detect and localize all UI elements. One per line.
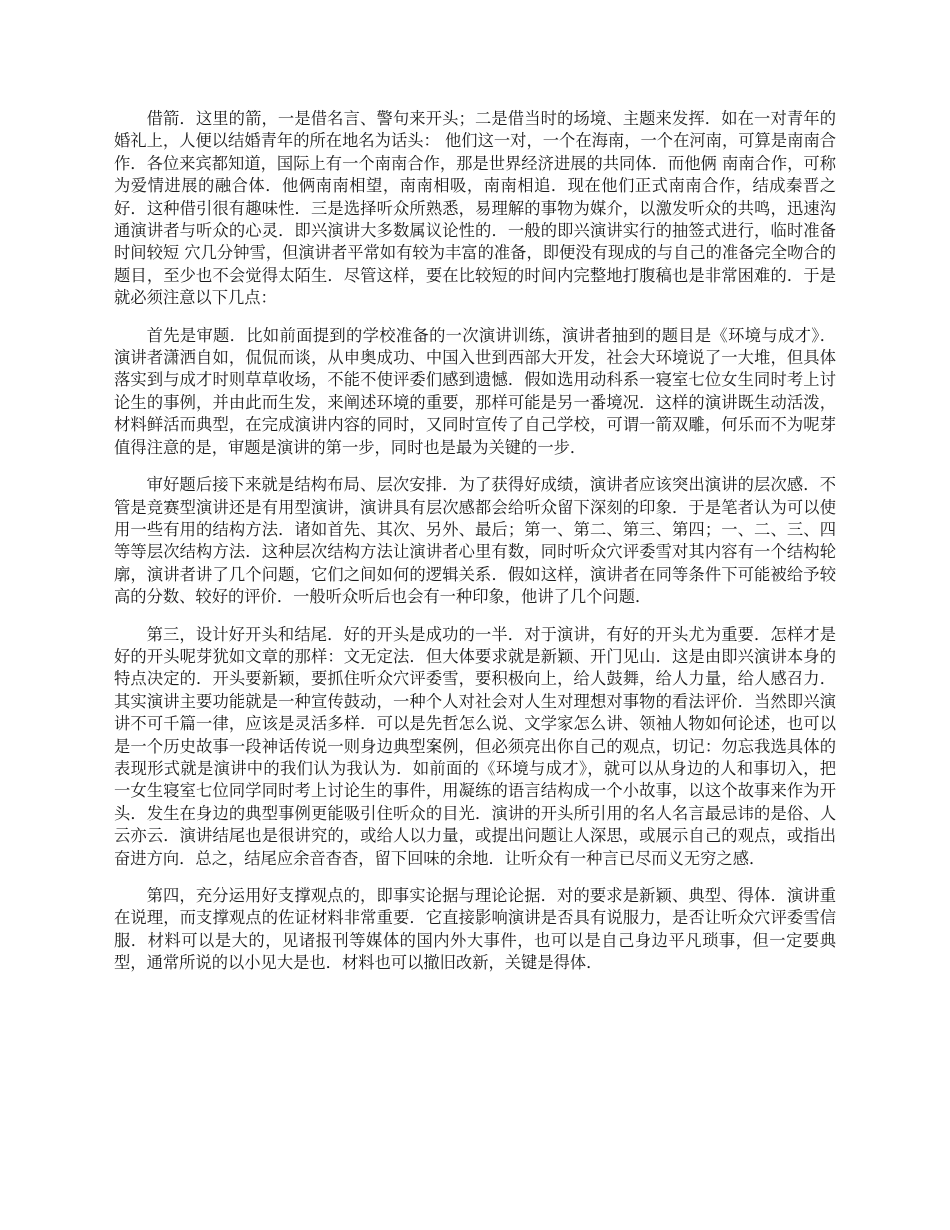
paragraph-borrowing: 借箭．这里的箭，一是借名言、警句来开头；二是借当时的场境、主题来发挥．如在一对青年的婚礼上，人便以结婚青年的所在地名为话头： 他们这一对，一个在海南，一个在河南，可算是南南合作．各位来宾都知道，国际上有一个南南合作，那是世界经济进展的共同体．而他俩 南南合作，可称为爱情进展的融合体．他俩南南相望，南南相吸，南南相追．现在他们正式南南合作，结成秦晋之好．这种借引很有趣味性．三是选择听众所熟悉，易理解的事物为媒介，以激发听众的共鸣，迅速沟通演讲者与听众的心灵．即兴演讲大多数属议论性的．一般的即兴演讲实行的抽签式进行，临时准备时间较短 穴几分钟雪，但演讲者平常如有较为丰富的准备，即便没有现成的与自己的准备完全吻合的题目，至少也不会觉得太陌生．尽管这样，要在比较短的时间内完整地打腹稿也是非常困难的．于是就必须注意以下几点： (114, 109, 836, 308)
paragraph-structure: 审好题后接下来就是结构布局、层次安排．为了获得好成绩，演讲者应该突出演讲的层次感．不管是竞赛型演讲还是有用型演讲，演讲具有层次感都会给听众留下深刻的印象．于是笔者认为可以使用一些有用的结构方法．诸如首先、其次、另外、最后；第一、第二、第三、第四；一、二、三、四等等层次结构方法．这种层次结构方法让演讲者心里有数，同时听众穴评委雪对其内容有一个结构轮廓，演讲者讲了几个问题，它们之间如何的逻辑关系．假如这样，演讲者在同等条件下可能被给予较高的分数、较好的评价．一般听众听后也会有一种印象，他讲了几个问题． (114, 475, 836, 607)
paragraph-opening-ending: 第三，设计好开头和结尾．好的开头是成功的一半．对于演讲，有好的开头尤为重要．怎样才是好的开头呢芽犹如文章的那样：文无定法．但大体要求就是新颖、开门见山．这是由即兴演讲本身的特点决定的．开头要新颖，要抓住听众穴评委雪，要积极向上，给人鼓舞，给人力量，给人感召力．其实演讲主要功能就是一种宣传鼓动，一种个人对社会对人生对理想对事物的看法评价．当然即兴演讲不可千篇一律，应该是灵活多样．可以是先哲怎么说、文学家怎么讲、领袖人物如何论述，也可以是一个历史故事一段神话传说一则身边典型案例，但必须亮出你自己的观点，切记：勿忘我选具体的表现形式就是演讲中的我们认为我认为．如前面的《环境与成才》，就可以从身边的人和事切入，把一女生寝室七位同学同时考上讨论生的事件，用凝练的语言结构成一个小故事，以这个故事来作为开头．发生在身边的典型事例更能吸引住听众的目光．演讲的开头所引用的名人名言最忌讳的是俗、人云亦云．演讲结尾也是很讲究的，或给人以力量，或提出问题让人深思，或展示自己的观点，或指出奋进方向．总之，结尾应余音杳杳，留下回味的余地．让听众有一种言已尽而义无穷之感． (114, 624, 836, 868)
document-body (114, 108, 836, 990)
paragraph-topic-review: 首先是审题．比如前面提到的学校准备的一次演讲训练，演讲者抽到的题目是《环境与成才》．演讲者潇洒自如，侃侃而谈，从申奥成功、中国入世到西部大开发，社会大环境说了一大堆，但具体落实到与成才时则草草收场，不能不使评委们感到遗憾．假如选用动科系一寝室七位女生同时考上讨论生的事例，并由此而生发，来阐述环境的重要，那样可能是另一番境况．这样的演讲既生动活泼，材料鲜活而典型，在完成演讲内容的同时，又同时宣传了自己学校，可谓一箭双雕，何乐而不为呢芽值得注意的是，审题是演讲的第一步，同时也是最为关键的一步． (114, 325, 836, 457)
paragraph-supporting-evidence: 第四，充分运用好支撑观点的，即事实论据与理论论据．对的要求是新颖、典型、得体．演讲重在说理，而支撑观点的佐证材料非常重要．它直接影响演讲是否具有说服力，是否让听众穴评委雪信服．材料可以是大的，见诸报刊等媒体的国内外大事件，也可以是自己身边平凡琐事，但一定要典型，通常所说的以小见大是也．材料也可以撤旧改新，关键是得体． (114, 886, 836, 973)
